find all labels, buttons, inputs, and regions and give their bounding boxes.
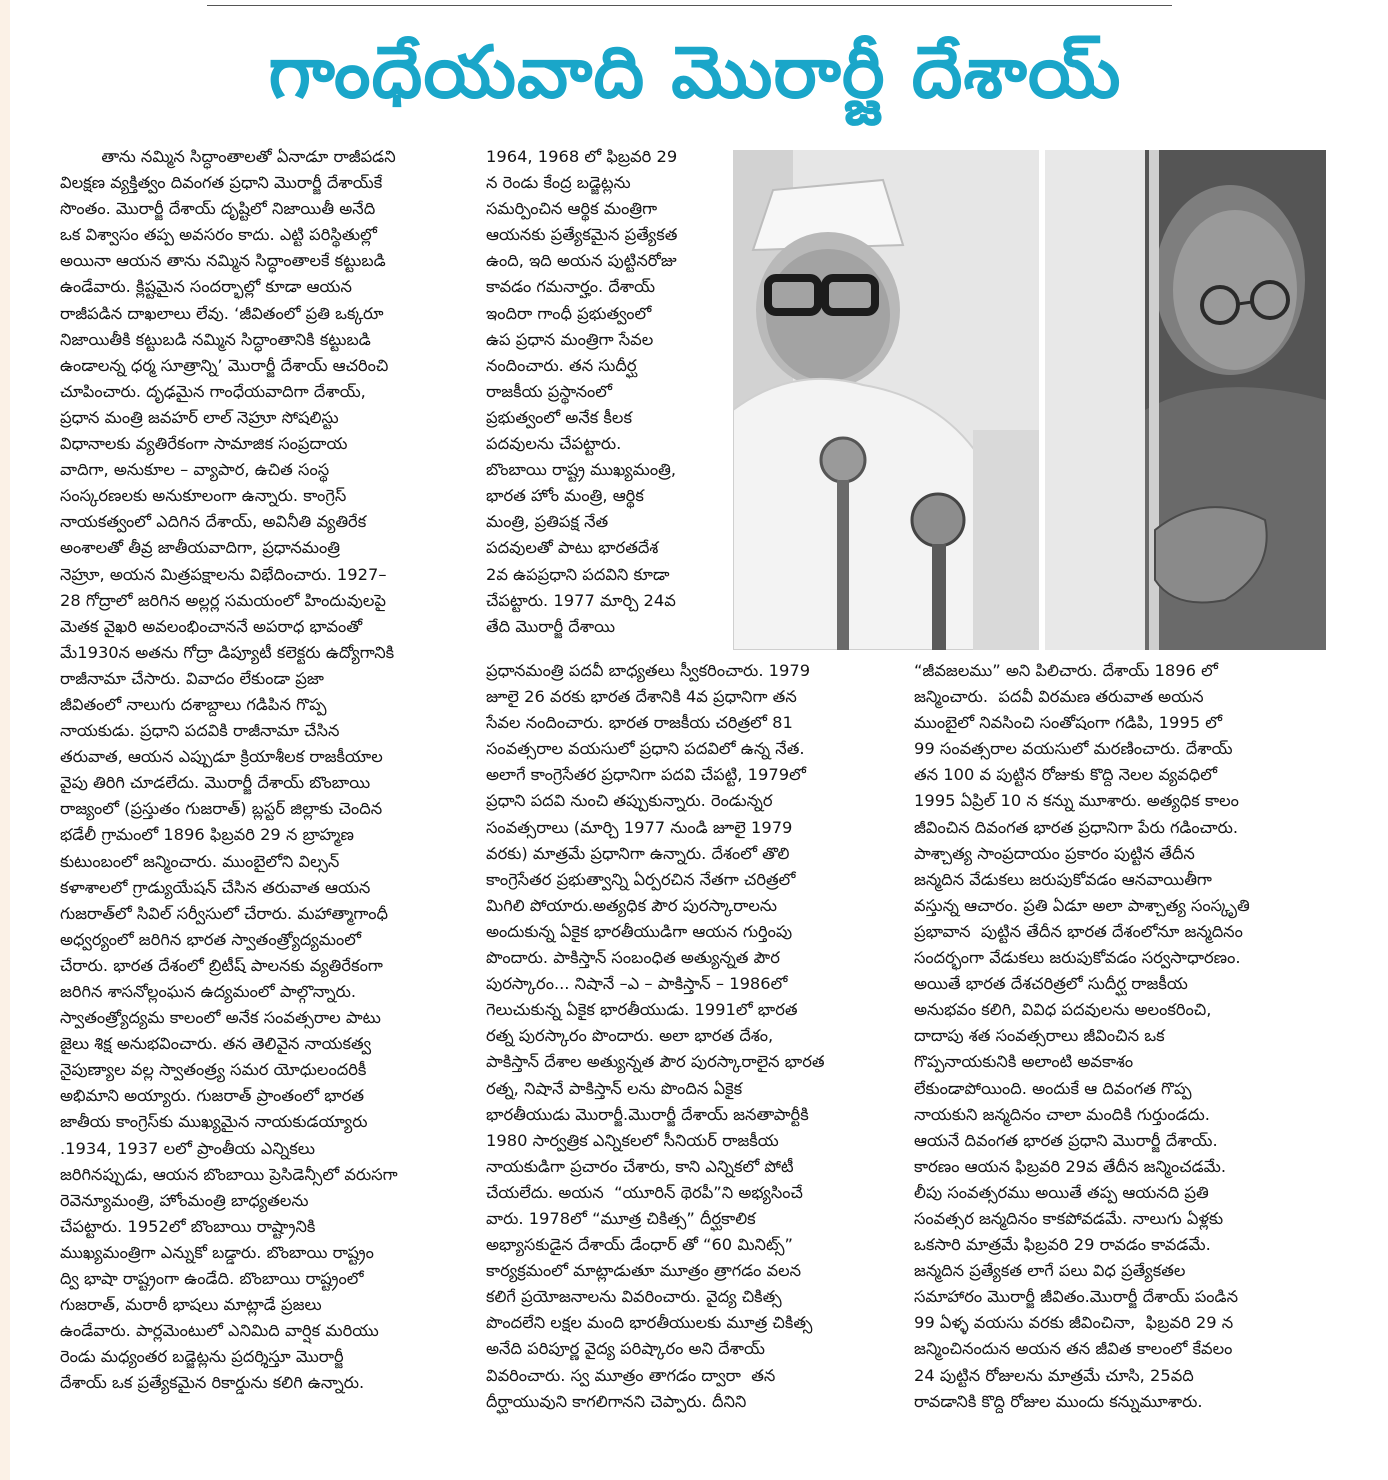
article-text-line: అనుభవం కలిగి, వివిధ పదవులను అలంకరించి, — [914, 1000, 1212, 1020]
article-text-line: రాజీనామా చేసారు. వివాదం లేకుండా ప్రజా — [60, 668, 324, 688]
article-text-line: రత్న పురస్కారం పొందారు. అలా భారత దేశం, — [486, 1026, 774, 1046]
gandhi-photo-illustration — [1045, 150, 1326, 650]
article-text-line: అయినా ఆయన తాను నమ్మిన సిద్ధాంతాలకే కట్టుబడి — [60, 251, 386, 271]
article-title: గాంధేయవాది మొరార్జీ దేశాయ్ — [268, 30, 1122, 114]
article-text-line: అధ్వర్యంలో జరిగిన భారత స్వాతంత్ర్యోద్యమంలో — [60, 929, 361, 949]
article-text-line: సేవల నందించారు. భారత రాజకీయ చరిత్రలో 81 — [486, 713, 793, 733]
article-text-line: పొందలేని లక్షల మంది భారతీయులకు మూత్ర చికిత్స — [486, 1313, 813, 1333]
article-text-line: “జీవజలము” అని పిలిచారు. దేశాయ్ 1896 లో — [914, 661, 1218, 680]
article-text-line: తాను నమ్మిన సిద్ధాంతాలతో ఏనాడూ రాజీపడని — [60, 147, 396, 166]
article-text-line: 2వ ఉపప్రధాని పదవిని కూడా — [486, 564, 670, 584]
article-text-line: స్వాతంత్ర్యోద్యమ కాలంలో అనేక సంవత్సరాల పాటు — [60, 1008, 381, 1028]
top-rule — [207, 5, 1172, 6]
article-text-line: రాజ్యంలో (ప్రస్తుతం గుజరాత్) బ్లస్టర్ జిల్లాకు చెందిన — [60, 799, 383, 819]
article-column-2 — [486, 144, 730, 640]
article-text-line: రత్న, నిషానే పాకిస్తాన్ లను పొందిన ఏకైక — [486, 1078, 743, 1098]
article-text-line: అభ్యాసకుడైన దేశాయ్ డేంధార్ తో “60 మినిట్స్” — [486, 1235, 793, 1255]
article-text-line: పాశ్చాత్య సాంప్రదాయం ప్రకారం పుట్టిన తేదీన — [914, 843, 1195, 863]
article-column-1 — [60, 144, 468, 1397]
article-text-line: ఒకసారి మాత్రమే ఫిబ్రవరి 29 రావడం కావడమే. — [914, 1235, 1211, 1255]
article-text-line: బొంబాయి రాష్ట్ర ముఖ్యమంత్రి, — [486, 460, 676, 480]
article-text-line: దేశాయ్ ఒక ప్రత్యేకమైన రికార్డును కలిగి ఉన్నారు. — [60, 1373, 365, 1393]
article-text-line: ముంబైలో నివసించి సంతోషంగా గడిపి, 1995 లో — [914, 713, 1223, 733]
article-text-line: మిగిలి పోయారు.అత్యధిక పౌర పురస్కారాలను — [486, 895, 777, 915]
article-text-line: రాజకీయ ప్రస్థానంలో — [486, 381, 613, 401]
article-text-line: జరిగిన శాసనోల్లంఘన ఉద్యమంలో పాల్గొన్నారు. — [60, 982, 357, 1001]
article-text-line: తేది మొరార్జీ దేశాయి — [486, 616, 616, 636]
article-text-line: జీవించిన దివంగత భారత ప్రధానిగా పేరు గడించారు. — [914, 817, 1239, 837]
article-text-line: చేపట్టారు. 1977 మార్చి 24వ — [486, 590, 676, 610]
article-text-line: ప్రధానమంత్రి పదవీ బాధ్యతలు స్వీకరించారు. 1979 — [486, 661, 811, 680]
article-text-line: తన 100 వ పుట్టిన రోజుకు కొద్ది నెలల వ్యవధిలో — [914, 765, 1218, 785]
article-text-line: ప్రభుత్వంలో అనేక కీలక — [486, 407, 632, 427]
article-text-line: సందర్భంగా వేడుకలు జరుపుకోవడం సర్వసాధారణం. — [914, 948, 1241, 968]
article-text-line: సొంతం. మొరార్జీ దేశాయ్ దృష్టిలో నిజాయితీ అనేది — [60, 199, 376, 219]
article-text-line: లేకుండాపోయింది. అందుకే ఆ దివంగత గొప్ప — [914, 1078, 1192, 1098]
article-text-line: జరిగినప్పుడు, ఆయన బొంబాయి ప్రెసిడెన్సీలో వరుసగా — [60, 1164, 398, 1184]
article-text-line: నైపుణ్యాల వల్ల స్వాతంత్ర్య సమర యోధులందరికీ — [60, 1060, 367, 1080]
article-text-line: సంస్కరణలకు అనుకూలంగా ఉన్నారు. కాంగ్రెస్ — [60, 486, 347, 506]
article-text-line: గెలుచుకున్న ఏకైక భారతీయుడు. 1991లో భారత — [486, 1000, 798, 1020]
article-text-line: ఆయనే దివంగత భారత ప్రధాని మొరార్జీ దేశాయ్. — [914, 1130, 1218, 1150]
article-text-line: అందుకున్న ఏకైక భారతీయుడిగా ఆయన గుర్తింపు — [486, 921, 793, 941]
article-text-line: చేపట్టారు. 1952లో బొంబాయి రాష్ట్రానికి — [60, 1216, 316, 1236]
article-text-line: వివరించారు. స్వ మూత్రం తాగడం ద్వారా తన — [486, 1365, 776, 1385]
article-text-line: రెండు మధ్యంతర బడ్జెట్లను ప్రదర్శిస్తూ మొరార్జీ — [60, 1347, 344, 1367]
article-text-line: నాయకుడు. ప్రధాని పదవికి రాజీనామా చేసిన — [60, 721, 340, 741]
article-text-line: వైపు తిరిగి చూడలేదు. మొరార్జీ దేశాయ్ బొంబాయి — [60, 773, 371, 793]
article-text-line: నందించారు. తన సుదీర్ఘ — [486, 355, 637, 375]
article-text-line: లీపు సంవత్సరము అయితే తప్ప ఆయనది ప్రతి — [914, 1182, 1209, 1202]
article-text-line: వరకు) మాత్రమే ప్రధానిగా ఉన్నారు. దేశంలో తొలి — [486, 843, 790, 863]
article-text-line: నెహ్రూ, అయన మిత్రపక్షాలను విభేదించారు. 1927– — [60, 564, 387, 584]
article-text-line: జన్మించినందున అయన తన జీవిత కాలంలో కేవలం — [914, 1339, 1233, 1359]
article-text-line: నిజాయితీకి కట్టుబడి నమ్మిన సిద్ధాంతానికి కట్టుబడి — [60, 329, 371, 349]
article-text-line: పదవులతో పాటు భారతదేశ — [486, 538, 659, 558]
article-text-line: జైలు శిక్ష అనుభవించారు. తన తెలివైన నాయకత్వ — [60, 1034, 372, 1054]
article-text-line: చేయలేదు. అయన “యూరిన్ థెరపీ”ని అభ్యసించే — [486, 1182, 803, 1202]
article-text-line: ఉండేవారు. పార్లమెంటులో ఎనిమిది వార్షిక మరియు — [60, 1321, 379, 1341]
article-text-line: నాయకుని జన్మదినం చాలా మందికి గుర్తుండదు. — [914, 1104, 1210, 1124]
article-column-3 — [486, 658, 892, 1415]
article-text-line: గుజరాత్, మరాఠీ భాషలు మాట్లాడే ప్రజలు — [60, 1295, 322, 1315]
article-text-line: 28 గోద్రాలో జరిగిన అల్లర్ల సమయంలో హిందువులపై — [60, 590, 386, 610]
article-text-line: దాదాపు శత సంవత్సరాలు జీవించిన ఒక — [914, 1026, 1165, 1046]
article-text-line: ద్వి భాషా రాష్ట్రంగా ఉండేది. బొంబాయి రాష్ట్రంలో — [60, 1269, 364, 1289]
article-text-line: మే1930న అతను గోద్రా డిప్యూటీ కలెక్టరు ఉద్యోగానికి — [60, 642, 395, 662]
article-text-line: విలక్షణ వ్యక్తిత్వం దివంగత ప్రధాని మొరార్జీ దేశాయ్‌కే — [60, 173, 383, 193]
article-text-line: రావడానికి కొద్ది రోజుల ముందు కన్నుమూశారు. — [914, 1391, 1203, 1411]
article-text-line: ఉప ప్రధాన మంత్రిగా సేవల — [486, 329, 654, 349]
article-text-line: కాంగ్రెసేతర ప్రభుత్వాన్ని ఏర్పరచిన నేతగా చరిత్రలో — [486, 869, 796, 889]
article-text-line: జన్మించారు. పదవీ విరమణ తరువాత అయన — [914, 687, 1204, 707]
article-text-line: 24 పుట్టిన రోజులను మాత్రమే చూసి, 25వది — [914, 1365, 1194, 1385]
page-left-edge — [0, 0, 10, 1480]
article-text-line: పొందారు. పాకిస్తాన్ సంబంధిత అత్యున్నత పౌర — [486, 948, 780, 968]
article-text-line: విధానాలకు వ్యతిరేకంగా సామాజిక సంప్రదాయ — [60, 434, 348, 454]
article-text-line: న రెండు కేంద్ర బడ్జెట్లను — [486, 173, 631, 193]
article-text-line: అలాగే కాంగ్రెసేతర ప్రధానిగా పదవి చేపట్టి, 1979లో — [486, 765, 806, 785]
article-text-line: దీర్ఘాయువుని కాగలిగానని చెప్పారు. దీనిని — [486, 1391, 747, 1411]
article-text-line: ఒక విశ్వాసం తప్ప అవసరం కాదు. ఎట్టి పరిస్థితుల్లో — [60, 225, 377, 245]
article-text-line: .1934, 1937 లలో ప్రాంతీయ ఎన్నికలు — [60, 1138, 315, 1158]
article-text-line: తరువాత, ఆయన ఎప్పుడూ క్రియాశీలక రాజకీయాల — [60, 747, 383, 767]
article-column-4 — [914, 658, 1324, 1415]
article-text-line: ఆయనకు ప్రత్యేకమైన ప్రత్యేకత — [486, 225, 678, 245]
article-text-line: ఇందిరా గాంధీ ప్రభుత్వంలో — [486, 303, 652, 323]
desai-photo-illustration — [733, 150, 1039, 650]
article-text-line: ప్రభావాన పుట్టిన తేదీన భారత దేశంలోనూ జన్మదినం — [914, 921, 1243, 941]
article-text-line: 99 ఏళ్ళ వయసు వరకు జీవించినా, ఫిబ్రవరి 29 న — [914, 1313, 1234, 1333]
article-text-line: రెవెన్యూమంత్రి, హోంమంత్రి బాధ్యతలను — [60, 1190, 309, 1210]
article-text-line: ఉంది, ఇది అయన పుట్టినరోజు — [486, 251, 677, 271]
article-text-line: జన్మదిన వేడుకలు జరుపుకోవడం ఆనవాయితీగా — [914, 869, 1212, 889]
article-text-line: చూపించారు. దృఢమైన గాంధేయవాదిగా దేశాయ్, — [60, 381, 366, 401]
article-text-line: సమర్పించిన ఆర్థిక మంత్రిగా — [486, 199, 658, 219]
article-text-line: కార్యక్రమంలో మాట్లాడుతూ మూత్రం త్రాగడం వలన — [486, 1261, 802, 1281]
article-text-line: 1964, 1968 లో ఫిబ్రవరి 29 — [486, 147, 678, 166]
article-text-line: ప్రధాన మంత్రి జవహర్ లాల్ నెహ్రూ సోషలిస్టు — [60, 407, 339, 427]
article-text-line: అయితే భారత దేశచరిత్రలో సుదీర్ఘ రాజకీయ — [914, 974, 1188, 994]
article-text-line: కళాశాలలో గ్రాడ్యుయేషన్ చేసిన తరువాత ఆయన — [60, 877, 371, 897]
article-text-line: భారతీయుడు మొరార్జీ.మొరార్జీ దేశాయ్ జనతాపార్టీకి — [486, 1104, 809, 1124]
gandhi-photo — [1045, 150, 1326, 650]
article-text-line: జన్మదిన ప్రత్యేకత లాగే పలు విధ ప్రత్యేకతల — [914, 1261, 1186, 1281]
article-text-line: నాయకుడిగా ప్రచారం చేశారు, కాని ఎన్నికలో పోటీ — [486, 1156, 794, 1176]
article-text-line: పాకిస్తాన్ దేశాల అత్యున్నత పౌర పురస్కారాలైన భారత — [486, 1052, 825, 1072]
article-text-line: ముఖ్యమంత్రిగా ఎన్నుకో బడ్డారు. బొంబాయి రాష్ట్రం — [60, 1242, 374, 1262]
article-text-line: కలిగే ప్రయోజనాలను వివరించారు. వైద్య చికిత్స — [486, 1287, 782, 1307]
article-text-line: పురస్కారం... నిషానే –ఎ – పాకిస్తాన్ – 1986లో — [486, 974, 788, 994]
article-text-line: కావడం గమనార్హం. దేశాయ్ — [486, 277, 656, 297]
article-text-line: ప్రధాని పదవి నుంచి తప్పుకున్నారు. రెండున్నర — [486, 791, 773, 811]
desai-photo — [733, 150, 1039, 650]
article-text-line: అంశాలతో తీవ్ర జాతీయవాదిగా, ప్రధానమంత్రి — [60, 538, 340, 558]
article-text-line: 1995 ఏప్రిల్ 10 న కన్ను మూశారు. అత్యధిక కాలం — [914, 791, 1239, 811]
article-text-line: సమాహారం మొరార్జీ జీవితం.మొరార్జీ దేశాయ్ పండిన — [914, 1287, 1239, 1307]
article-text-line: భారత హోం మంత్రి, ఆర్థిక — [486, 486, 644, 506]
article-text-line: సంవత్సరాల వయసులో ప్రధాని పదవిలో ఉన్న నేత. — [486, 739, 805, 759]
article-text-line: జీవితంలో నాలుగు దశాబ్దాలు గడిపిన గొప్ప — [60, 694, 327, 714]
article-text-line: రాజీపడిన దాఖలాలు లేవు. ‘జీవితంలో ప్రతి ఒక్కరూ — [60, 303, 384, 323]
article-text-line: జూలై 26 వరకు భారత దేశానికి 4వ ప్రధానిగా తన — [486, 687, 797, 707]
article-text-line: మెతక వైఖరి అవలంభించాననే అపరాధ భావంతో — [60, 616, 363, 636]
article-text-line: పదవులను చేపట్టారు. — [486, 434, 622, 454]
article-text-line: నాయకత్వంలో ఎదిగిన దేశాయ్, అవినీతి వ్యతిరేక — [60, 512, 367, 532]
article-text-line: ఉండాలన్న ధర్మ సూత్రాన్ని’ మొరార్జీ దేశాయ్ ఆచరించి — [60, 355, 389, 375]
article-text-line: చేరారు. భారత దేశంలో బ్రిటీష్ పాలనకు వ్యతిరేకంగా — [60, 955, 383, 975]
article-text-line: ఉండేవారు. క్లిష్టమైన సందర్భాల్లో కూడా ఆయన — [60, 277, 352, 297]
article-text-line: వారు. 1978లో “మూత్ర చికిత్స” దీర్ఘకాలిక — [486, 1208, 756, 1228]
article-text-line: అనేది పరిపూర్ణ వైద్య పరిష్కారం అని దేశాయ్ — [486, 1339, 765, 1359]
article-text-line: 1980 సార్వత్రిక ఎన్నికలలో సీనియర్ రాజకీయ — [486, 1130, 779, 1150]
article-text-line: కుటుంబంలో జన్మించారు. ముంబైలోని విల్సన్ — [60, 851, 340, 871]
article-text-line: అభిమాని అయ్యారు. గుజరాత్ ప్రాంతంలో భారత — [60, 1086, 365, 1106]
article-text-line: కారణం ఆయన ఫిబ్రవరి 29వ తేదీన జన్మించడమే. — [914, 1156, 1227, 1176]
article-text-line: 99 సంవత్సరాల వయసులో మరణించారు. దేశాయ్ — [914, 739, 1233, 759]
article-text-line: గుజరాత్‌లో సివిల్ సర్వీసులో చేరారు. మహాత్మాగాంధీ — [60, 903, 388, 923]
article-text-line: భడేలీ గ్రామంలో 1896 ఫిబ్రవరి 29 న బ్రాహ్మణ — [60, 825, 354, 845]
article-text-line: వస్తున్న ఆచారం. ప్రతి ఏడూ అలా పాశ్చాత్య సంస్కృతి — [914, 895, 1250, 915]
article-text-line: సంవత్సర జన్మదినం కాకపోవడమే. నాలుగు ఏళ్లకు — [914, 1208, 1224, 1228]
article-text-line: వాదిగా, అనుకూల – వ్యాపార, ఉచిత సంస్థ — [60, 460, 330, 480]
article-text-line: గొప్పనాయకునికి అలాంటి అవకాశం — [914, 1052, 1134, 1072]
article-text-line: మంత్రి, ప్రతిపక్ష నేత — [486, 512, 609, 532]
article-text-line: సంవత్సరాలు (మార్చి 1977 నుండి జూలై 1979 — [486, 817, 793, 837]
article-text-line: జాతీయ కాంగ్రెస్‌కు ముఖ్యమైన నాయకుడయ్యారు — [60, 1112, 368, 1132]
